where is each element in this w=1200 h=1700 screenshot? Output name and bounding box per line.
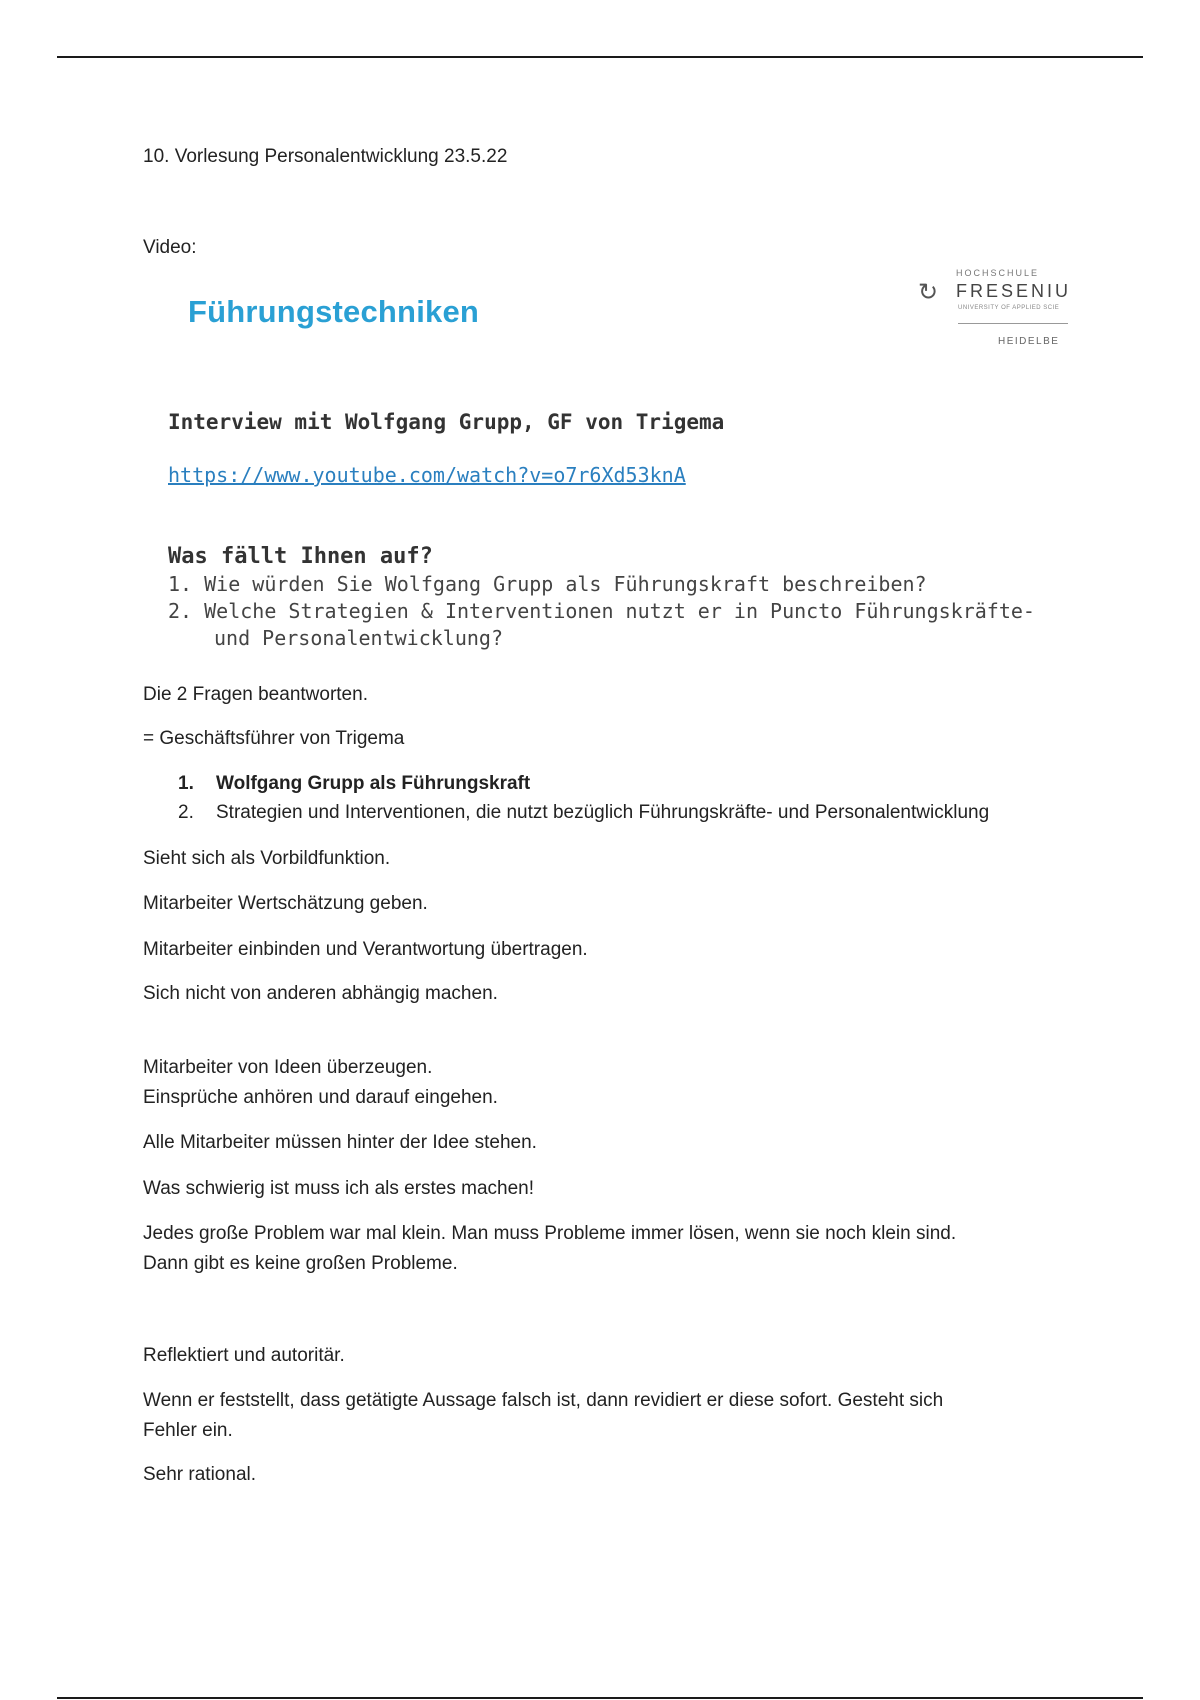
paragraph: Wenn er feststellt, dass getätigte Aussage falsch ist, dann revidiert er diese sofort. Gesteht sich bbox=[143, 1390, 944, 1411]
logo-name: FRESENIU bbox=[956, 281, 1072, 301]
logo-icon: ↻ bbox=[918, 279, 939, 306]
slide-question-1: 1. Wie würden Sie Wolfgang Grupp als Führungskraft beschreiben? bbox=[168, 572, 927, 596]
list-item-text: Strategien und Interventionen, die nutzt bezüglich Führungskräfte- und Personalentwicklung bbox=[216, 802, 990, 823]
logo-top-text: HOCHSCHULE bbox=[956, 268, 1040, 278]
fresenius-logo bbox=[912, 268, 1082, 358]
paragraph: Mitarbeiter von Ideen überzeugen. bbox=[143, 1057, 433, 1078]
paragraph: Mitarbeiter Wertschätzung geben. bbox=[143, 893, 428, 914]
slide-question-2-continued: und Personalentwicklung? bbox=[214, 626, 503, 650]
logo-subtitle: UNIVERSITY OF APPLIED SCIE bbox=[958, 305, 1060, 311]
paragraph: Jedes große Problem war mal klein. Man muss Probleme immer lösen, wenn sie noch klein sind. bbox=[143, 1223, 957, 1244]
paragraph: Fehler ein. bbox=[143, 1420, 233, 1441]
paragraph: Sehr rational. bbox=[143, 1464, 257, 1485]
paragraph: Alle Mitarbeiter müssen hinter der Idee stehen. bbox=[143, 1132, 537, 1153]
video-label: Video: bbox=[143, 237, 197, 258]
page-bottom-rule bbox=[57, 1697, 1143, 1699]
paragraph: Sieht sich als Vorbildfunktion. bbox=[143, 848, 391, 869]
list-item-text: Wolfgang Grupp als Führungskraft bbox=[216, 773, 531, 794]
answer-intro: Die 2 Fragen beantworten. bbox=[143, 684, 368, 705]
paragraph: Reflektiert und autoritär. bbox=[143, 1345, 345, 1366]
slide-question-2: 2. Welche Strategien & Interventionen nutzt er in Puncto Führungskräfte- bbox=[168, 599, 1035, 623]
embedded-slide-image bbox=[160, 268, 1200, 668]
page-top-rule bbox=[57, 56, 1143, 58]
slide-question-heading: Was fällt Ihnen auf? bbox=[168, 544, 433, 569]
youtube-link[interactable]: https://www.youtube.com/watch?v=o7r6Xd53knA bbox=[168, 463, 686, 487]
numbered-list bbox=[178, 769, 989, 827]
paragraph: Einsprüche anhören und darauf eingehen. bbox=[143, 1087, 498, 1108]
list-item-number: 1. bbox=[178, 773, 194, 794]
paragraph: Dann gibt es keine großen Probleme. bbox=[143, 1253, 458, 1274]
paragraph: Mitarbeiter einbinden und Verantwortung übertragen. bbox=[143, 939, 588, 960]
role-note: = Geschäftsführer von Trigema bbox=[143, 728, 405, 749]
slide-question-list bbox=[168, 571, 1035, 652]
document-heading: 10. Vorlesung Personalentwicklung 23.5.22 bbox=[143, 146, 508, 167]
paragraph: Was schwierig ist muss ich als erstes machen! bbox=[143, 1178, 535, 1199]
list-item bbox=[178, 798, 989, 827]
slide-interview-heading: Interview mit Wolfgang Grupp, GF von Trigema bbox=[168, 410, 725, 434]
logo-divider bbox=[958, 323, 1068, 324]
list-item-number: 2. bbox=[178, 802, 194, 823]
slide-title: Führungstechniken bbox=[188, 294, 480, 329]
logo-city: HEIDELBE bbox=[998, 336, 1060, 347]
list-item bbox=[178, 769, 989, 798]
paragraph: Sich nicht von anderen abhängig machen. bbox=[143, 983, 498, 1004]
